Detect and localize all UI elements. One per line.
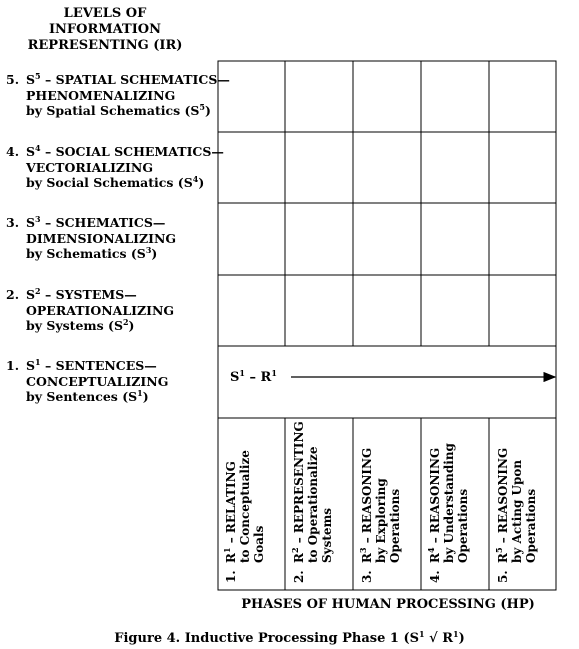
level-number: 4. bbox=[6, 144, 20, 159]
figure-caption: Figure 4. Inductive Processing Phase 1 ($S^1$ √ $R^1$) bbox=[114, 629, 465, 646]
phase-1-label: 1. $R^1$ – RELATING to Conceptualize Goals bbox=[222, 450, 266, 583]
phase-5-label: 5. $R^5$ – REASONING by Acting Upon Operations bbox=[494, 447, 538, 583]
y-axis-title-line: REPRESENTING (IR) bbox=[27, 38, 183, 53]
grid-cell-region bbox=[218, 61, 556, 418]
s1-r1-label: $S^1 - R^1$ bbox=[230, 368, 277, 385]
y-axis-title-line: LEVELS OF bbox=[63, 6, 147, 21]
level-number: 1. bbox=[6, 358, 20, 373]
phase-3-label: 3. $R^3$ – REASONING by Exploring Operations bbox=[358, 447, 402, 583]
level-number: 3. bbox=[6, 215, 20, 230]
level-number: 5. bbox=[6, 72, 20, 87]
x-axis-title: PHASES OF HUMAN PROCESSING (HP) bbox=[241, 597, 535, 612]
y-axis-title-line: INFORMATION bbox=[48, 22, 162, 37]
phase-4-label: 4. $R^4$ – REASONING by Understanding Operations bbox=[426, 443, 470, 583]
phase-2-label: 2. $R^2$ – REPRESENTING to Operationalize Systems bbox=[290, 421, 334, 583]
level-number: 2. bbox=[6, 287, 20, 302]
